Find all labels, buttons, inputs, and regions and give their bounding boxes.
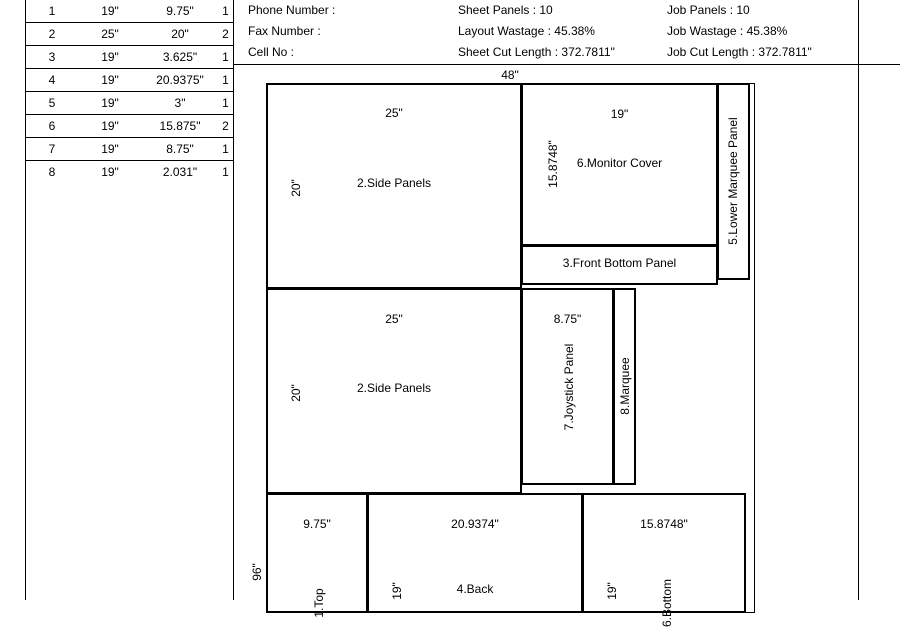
cell-qty: 1	[222, 165, 229, 179]
cell-qty: 1	[218, 69, 233, 92]
layout-wastage: Layout Wastage : 45.38%	[458, 24, 595, 38]
cell-qty: 1	[218, 0, 233, 23]
marquee-name: 8.Marquee	[618, 357, 632, 415]
cell-qty: 2	[218, 115, 233, 138]
cell-width: 19"	[78, 115, 142, 138]
side-panel-2-width: 25"	[385, 312, 403, 326]
cell-length: 8.75"	[142, 138, 218, 161]
sheet-height-label: 96"	[250, 563, 264, 581]
table-row	[26, 115, 233, 138]
header-bottom-line	[233, 64, 900, 65]
cell-width: 19"	[78, 138, 142, 161]
cell-no: 8	[48, 165, 56, 179]
bottom-width: 15.8748"	[640, 517, 688, 531]
lower-marquee-name: 5.Lower Marquee Panel	[726, 117, 740, 245]
sheet-cut-length: Sheet Cut Length : 372.7811"	[458, 45, 615, 59]
parts-table	[26, 0, 233, 183]
job-cut-length: Job Cut Length : 372.7811"	[667, 45, 812, 59]
cell-width: 19"	[78, 69, 142, 92]
cell-no: 5	[26, 92, 78, 115]
cell-qty: 2	[218, 23, 233, 46]
sheet-width-label: 48"	[501, 68, 519, 82]
cell-length: 20"	[142, 23, 218, 46]
side-panel-2[interactable]	[266, 288, 522, 494]
cell-width: 19"	[78, 46, 142, 69]
cell-no: 7	[26, 138, 78, 161]
back-height: 19"	[390, 582, 404, 600]
cell-no: 1	[26, 0, 78, 23]
cell-qty: 1	[218, 92, 233, 115]
cell-length: 15.875"	[142, 115, 218, 138]
bottom-panel[interactable]	[582, 493, 746, 627]
lower-marquee-panel[interactable]	[717, 83, 750, 280]
monitor-cover-name: 6.Monitor Cover	[576, 156, 663, 170]
joystick-panel[interactable]	[521, 288, 614, 485]
monitor-cover-panel[interactable]	[521, 83, 718, 246]
cell-no: 2	[26, 23, 78, 46]
table-row	[26, 138, 233, 161]
top-name: 1.Top	[312, 588, 326, 618]
cell-length: 20.9375"	[142, 69, 218, 92]
cell-qty: 1	[218, 46, 233, 69]
top-width: 9.75"	[303, 517, 331, 531]
cell-no: 4	[26, 69, 78, 92]
joystick-name: 7.Joystick Panel	[562, 343, 576, 431]
table-row	[26, 161, 233, 184]
cell-no: 3	[26, 46, 78, 69]
cell-length: 3.625"	[142, 46, 218, 69]
marquee-panel[interactable]	[613, 288, 636, 485]
cell-length: 2.031"	[162, 165, 198, 179]
cell-qty: 1	[218, 138, 233, 161]
frame-right-line	[858, 0, 859, 600]
side-panel-1-height: 20"	[289, 179, 303, 197]
monitor-cover-height: 15.8748"	[546, 140, 560, 188]
table-row	[26, 23, 233, 46]
side-panel-2-name: 2.Side Panels	[356, 381, 432, 395]
back-name: 4.Back	[456, 582, 494, 596]
top-panel[interactable]	[266, 493, 368, 618]
side-panel-2-height: 20"	[289, 384, 303, 402]
job-wastage: Job Wastage : 45.38%	[667, 24, 788, 38]
back-panel[interactable]	[367, 493, 583, 613]
fax-label: Fax Number :	[248, 24, 321, 38]
table-row	[26, 69, 233, 92]
cell-no: 6	[26, 115, 78, 138]
side-panel-1-name: 2.Side Panels	[356, 176, 432, 190]
phone-label: Phone Number :	[248, 3, 336, 17]
job-panels: Job Panels : 10	[667, 3, 750, 17]
side-panel-1[interactable]	[266, 83, 522, 289]
cell-width: 19"	[78, 92, 142, 115]
cell-width: 19"	[78, 0, 142, 23]
side-panel-1-width: 25"	[385, 106, 403, 120]
monitor-cover-width: 19"	[610, 107, 629, 121]
bottom-name: 6.Bottom	[660, 578, 674, 627]
cell-width: 19"	[101, 165, 119, 179]
sheet-panels: Sheet Panels : 10	[458, 3, 553, 17]
cell-length: 9.75"	[142, 0, 218, 23]
cell-length: 3"	[142, 92, 218, 115]
front-bottom-name: 3.Front Bottom Panel	[562, 256, 677, 270]
table-row	[26, 46, 233, 69]
cell-width: 25"	[78, 23, 142, 46]
cell-label: Cell No :	[248, 45, 295, 59]
table-right-line	[233, 0, 234, 600]
bottom-height: 19"	[605, 582, 619, 600]
back-width: 20.9374"	[451, 517, 499, 531]
table-row	[26, 0, 233, 23]
joystick-width: 8.75"	[553, 312, 582, 326]
front-bottom-panel[interactable]	[521, 245, 718, 285]
table-row	[26, 92, 233, 115]
